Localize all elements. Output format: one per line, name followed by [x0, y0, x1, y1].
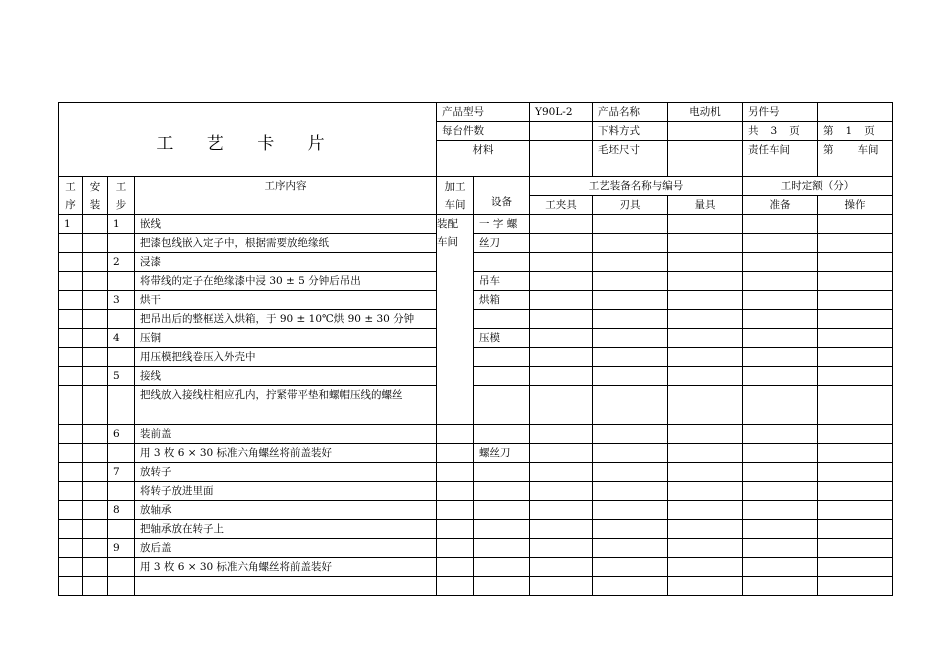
content-cell: 将转子放进里面	[135, 481, 437, 500]
process-row	[59, 234, 893, 253]
step-no-cell: 3	[108, 291, 135, 310]
equipment-cell: 烘箱	[474, 291, 530, 310]
equipment-cell	[474, 386, 530, 424]
fixture-cell	[530, 462, 593, 481]
prep-cell	[743, 253, 818, 272]
work-shop-cell	[437, 538, 474, 557]
prep-cell	[743, 481, 818, 500]
install-cell	[83, 443, 108, 462]
blank-size-label: 毛坯尺寸	[593, 141, 668, 177]
col-process: 工 序	[59, 177, 83, 215]
content-cell: 烘干	[135, 291, 437, 310]
material-label: 材料	[437, 141, 530, 177]
process-no-cell	[59, 443, 83, 462]
process-no-cell: 1	[59, 215, 83, 234]
step-no-cell	[108, 272, 135, 291]
content-cell	[135, 576, 437, 595]
fixture-cell	[530, 500, 593, 519]
oper-cell	[818, 310, 893, 329]
equipment-cell	[474, 519, 530, 538]
process-no-cell	[59, 386, 83, 424]
process-no-cell	[59, 576, 83, 595]
material-value	[530, 141, 593, 177]
gauge-cell	[668, 367, 743, 386]
step-no-cell	[108, 386, 135, 424]
col-gauge: 量具	[668, 196, 743, 215]
step-no-cell	[108, 310, 135, 329]
process-no-cell	[59, 272, 83, 291]
prep-cell	[743, 272, 818, 291]
step-no-cell	[108, 234, 135, 253]
process-no-cell	[59, 500, 83, 519]
per-unit-label: 每台件数	[437, 122, 530, 141]
equipment-cell: 丝刀	[474, 234, 530, 253]
process-card-table	[58, 102, 893, 596]
product-name-value: 电动机	[668, 103, 743, 122]
install-cell	[83, 557, 108, 576]
gauge-cell	[668, 234, 743, 253]
install-cell	[83, 291, 108, 310]
install-cell	[83, 272, 108, 291]
prep-cell	[743, 348, 818, 367]
oper-cell	[818, 538, 893, 557]
gauge-cell	[668, 348, 743, 367]
cutter-cell	[593, 576, 668, 595]
process-row	[59, 386, 893, 424]
equipment-cell	[474, 538, 530, 557]
fixture-cell	[530, 253, 593, 272]
process-row	[59, 557, 893, 576]
cutter-cell	[593, 386, 668, 424]
oper-cell	[818, 329, 893, 348]
prep-cell	[743, 443, 818, 462]
install-cell	[83, 348, 108, 367]
fixture-cell	[530, 538, 593, 557]
prep-cell	[743, 500, 818, 519]
content-cell: 浸漆	[135, 253, 437, 272]
work-shop-cell	[437, 443, 474, 462]
oper-cell	[818, 291, 893, 310]
prep-cell	[743, 215, 818, 234]
oper-cell	[818, 348, 893, 367]
col-equipment: 设备	[474, 177, 530, 215]
oper-cell	[818, 424, 893, 443]
gauge-cell	[668, 424, 743, 443]
content-cell: 将带线的定子在绝缘漆中浸 30 ± 5 分钟后吊出	[135, 272, 437, 291]
process-no-cell	[59, 348, 83, 367]
content-cell: 用压模把线卷压入外壳中	[135, 348, 437, 367]
process-no-cell	[59, 481, 83, 500]
gauge-cell	[668, 538, 743, 557]
col-prep: 准备	[743, 196, 818, 215]
equipment-cell: 一 字 螺	[474, 215, 530, 234]
card-title: 工 艺 卡 片	[59, 103, 437, 177]
install-cell	[83, 329, 108, 348]
prep-cell	[743, 367, 818, 386]
col-fixture: 工夹具	[530, 196, 593, 215]
process-row	[59, 367, 893, 386]
step-no-cell	[108, 557, 135, 576]
model-label: 产品型号	[437, 103, 530, 122]
model-value: Y90L-2	[530, 103, 593, 122]
content-cell: 把漆包线嵌入定子中，根据需要放绝缘纸	[135, 234, 437, 253]
oper-cell	[818, 481, 893, 500]
prep-cell	[743, 462, 818, 481]
work-shop-cell	[437, 215, 474, 424]
prep-cell	[743, 557, 818, 576]
process-row	[59, 519, 893, 538]
process-no-cell	[59, 291, 83, 310]
install-cell	[83, 519, 108, 538]
work-shop-cell	[437, 500, 474, 519]
cutter-cell	[593, 348, 668, 367]
cutter-cell	[593, 272, 668, 291]
process-row	[59, 348, 893, 367]
prep-cell	[743, 329, 818, 348]
fixture-cell	[530, 329, 593, 348]
work-shop-cell	[437, 462, 474, 481]
process-row	[59, 215, 893, 234]
install-cell	[83, 576, 108, 595]
install-cell	[83, 215, 108, 234]
header-row-1	[59, 103, 893, 122]
oper-cell	[818, 367, 893, 386]
prep-cell	[743, 234, 818, 253]
per-unit-value	[530, 122, 593, 141]
work-shop-cell	[437, 519, 474, 538]
cutter-cell	[593, 443, 668, 462]
gauge-cell	[668, 272, 743, 291]
process-no-cell	[59, 367, 83, 386]
install-cell	[83, 386, 108, 424]
process-row	[59, 462, 893, 481]
equipment-cell	[474, 481, 530, 500]
cutter-cell	[593, 481, 668, 500]
step-no-cell	[108, 443, 135, 462]
work-shop-line-1: 装配	[437, 218, 459, 231]
step-no-cell: 7	[108, 462, 135, 481]
oper-cell	[818, 443, 893, 462]
resp-workshop-label: 责任车间	[743, 141, 818, 177]
gauge-cell	[668, 253, 743, 272]
equipment-cell	[474, 500, 530, 519]
prep-cell	[743, 519, 818, 538]
work-shop-cell	[437, 557, 474, 576]
gauge-cell	[668, 215, 743, 234]
process-no-cell	[59, 462, 83, 481]
process-row	[59, 272, 893, 291]
process-no-cell	[59, 234, 83, 253]
equipment-cell	[474, 576, 530, 595]
oper-cell	[818, 462, 893, 481]
work-shop-cell	[437, 576, 474, 595]
equipment-cell	[474, 557, 530, 576]
install-cell	[83, 500, 108, 519]
gauge-cell	[668, 481, 743, 500]
process-row	[59, 481, 893, 500]
content-cell: 放轴承	[135, 500, 437, 519]
equipment-cell	[474, 367, 530, 386]
content-cell: 把线放入接线柱相应孔内，拧紧带平垫和螺帽压线的螺丝	[135, 386, 437, 424]
cutter-cell	[593, 291, 668, 310]
fixture-cell	[530, 557, 593, 576]
gauge-cell	[668, 462, 743, 481]
cutter-cell	[593, 234, 668, 253]
oper-cell	[818, 215, 893, 234]
equipment-cell: 压模	[474, 329, 530, 348]
install-cell	[83, 367, 108, 386]
fixture-cell	[530, 443, 593, 462]
content-cell: 用 3 枚 6 × 30 标准六角螺丝将前盖装好	[135, 443, 437, 462]
step-no-cell: 5	[108, 367, 135, 386]
fixture-cell	[530, 576, 593, 595]
prep-cell	[743, 386, 818, 424]
total-pages: 共 3 页	[743, 122, 818, 141]
equipment-cell	[474, 348, 530, 367]
oper-cell	[818, 557, 893, 576]
fixture-cell	[530, 481, 593, 500]
install-cell	[83, 234, 108, 253]
step-no-cell: 8	[108, 500, 135, 519]
step-no-cell	[108, 519, 135, 538]
oper-cell	[818, 234, 893, 253]
fixture-cell	[530, 386, 593, 424]
process-row	[59, 576, 893, 595]
process-no-cell	[59, 253, 83, 272]
process-no-cell	[59, 329, 83, 348]
install-cell	[83, 253, 108, 272]
process-no-cell	[59, 557, 83, 576]
process-row	[59, 424, 893, 443]
col-time-group: 工时定额（分）	[743, 177, 893, 196]
blanking-value	[668, 122, 743, 141]
col-oper: 操作	[818, 196, 893, 215]
step-no-cell: 4	[108, 329, 135, 348]
step-no-cell: 6	[108, 424, 135, 443]
cutter-cell	[593, 500, 668, 519]
fixture-cell	[530, 348, 593, 367]
fixture-cell	[530, 310, 593, 329]
cutter-cell	[593, 367, 668, 386]
process-row	[59, 500, 893, 519]
fixture-cell	[530, 234, 593, 253]
content-cell: 把轴承放在转子上	[135, 519, 437, 538]
fixture-cell	[530, 367, 593, 386]
cutter-cell	[593, 538, 668, 557]
blank-size-value	[668, 141, 743, 177]
col-install: 安 装	[83, 177, 108, 215]
blanking-label: 下料方式	[593, 122, 668, 141]
step-no-cell: 9	[108, 538, 135, 557]
page-number: 第 1 页	[818, 122, 893, 141]
prep-cell	[743, 291, 818, 310]
gauge-cell	[668, 576, 743, 595]
step-no-cell: 1	[108, 215, 135, 234]
step-no-cell	[108, 576, 135, 595]
process-row	[59, 253, 893, 272]
step-no-cell: 2	[108, 253, 135, 272]
cutter-cell	[593, 424, 668, 443]
workshop-number: 第 车间	[818, 141, 893, 177]
fixture-cell	[530, 519, 593, 538]
step-no-cell	[108, 348, 135, 367]
equipment-cell: 吊车	[474, 272, 530, 291]
gauge-cell	[668, 557, 743, 576]
prep-cell	[743, 424, 818, 443]
content-cell: 压铜	[135, 329, 437, 348]
oper-cell	[818, 576, 893, 595]
column-header-row-1	[59, 177, 893, 196]
cutter-cell	[593, 253, 668, 272]
oper-cell	[818, 272, 893, 291]
content-cell: 把吊出后的整框送入烘箱，于 90 ± 10℃烘 90 ± 30 分钟	[135, 310, 437, 329]
process-no-cell	[59, 538, 83, 557]
cutter-cell	[593, 557, 668, 576]
oper-cell	[818, 253, 893, 272]
cutter-cell	[593, 462, 668, 481]
fixture-cell	[530, 424, 593, 443]
gauge-cell	[668, 519, 743, 538]
process-row	[59, 291, 893, 310]
process-row	[59, 443, 893, 462]
process-no-cell	[59, 310, 83, 329]
prep-cell	[743, 576, 818, 595]
fixture-cell	[530, 215, 593, 234]
oper-cell	[818, 386, 893, 424]
equipment-cell	[474, 253, 530, 272]
col-content: 工序内容	[135, 177, 437, 215]
gauge-cell	[668, 310, 743, 329]
col-cutter: 刃具	[593, 196, 668, 215]
process-row	[59, 329, 893, 348]
equipment-cell	[474, 462, 530, 481]
product-name-label: 产品名称	[593, 103, 668, 122]
col-work-shop: 加工 车间	[437, 177, 474, 215]
equipment-cell: 螺丝刀	[474, 443, 530, 462]
gauge-cell	[668, 386, 743, 424]
cutter-cell	[593, 329, 668, 348]
part-no-value	[818, 103, 893, 122]
prep-cell	[743, 310, 818, 329]
process-row	[59, 310, 893, 329]
prep-cell	[743, 538, 818, 557]
gauge-cell	[668, 329, 743, 348]
content-cell: 嵌线	[135, 215, 437, 234]
fixture-cell	[530, 291, 593, 310]
oper-cell	[818, 500, 893, 519]
gauge-cell	[668, 291, 743, 310]
cutter-cell	[593, 310, 668, 329]
cutter-cell	[593, 519, 668, 538]
fixture-cell	[530, 272, 593, 291]
content-cell: 接线	[135, 367, 437, 386]
content-cell: 装前盖	[135, 424, 437, 443]
process-no-cell	[59, 424, 83, 443]
oper-cell	[818, 519, 893, 538]
equipment-cell	[474, 310, 530, 329]
cutter-cell	[593, 215, 668, 234]
part-no-label: 另件号	[743, 103, 818, 122]
install-cell	[83, 424, 108, 443]
work-shop-cell	[437, 424, 474, 443]
col-step: 工 步	[108, 177, 135, 215]
gauge-cell	[668, 443, 743, 462]
content-cell: 放后盖	[135, 538, 437, 557]
process-no-cell	[59, 519, 83, 538]
gauge-cell	[668, 500, 743, 519]
work-shop-cell	[437, 481, 474, 500]
col-tooling-group: 工艺装备名称与编号	[530, 177, 743, 196]
work-shop-line-2: 车间	[437, 236, 459, 249]
content-cell: 放转子	[135, 462, 437, 481]
install-cell	[83, 481, 108, 500]
step-no-cell	[108, 481, 135, 500]
content-cell: 用 3 枚 6 × 30 标准六角螺丝将前盖装好	[135, 557, 437, 576]
process-row	[59, 538, 893, 557]
install-cell	[83, 462, 108, 481]
install-cell	[83, 310, 108, 329]
install-cell	[83, 538, 108, 557]
equipment-cell	[474, 424, 530, 443]
